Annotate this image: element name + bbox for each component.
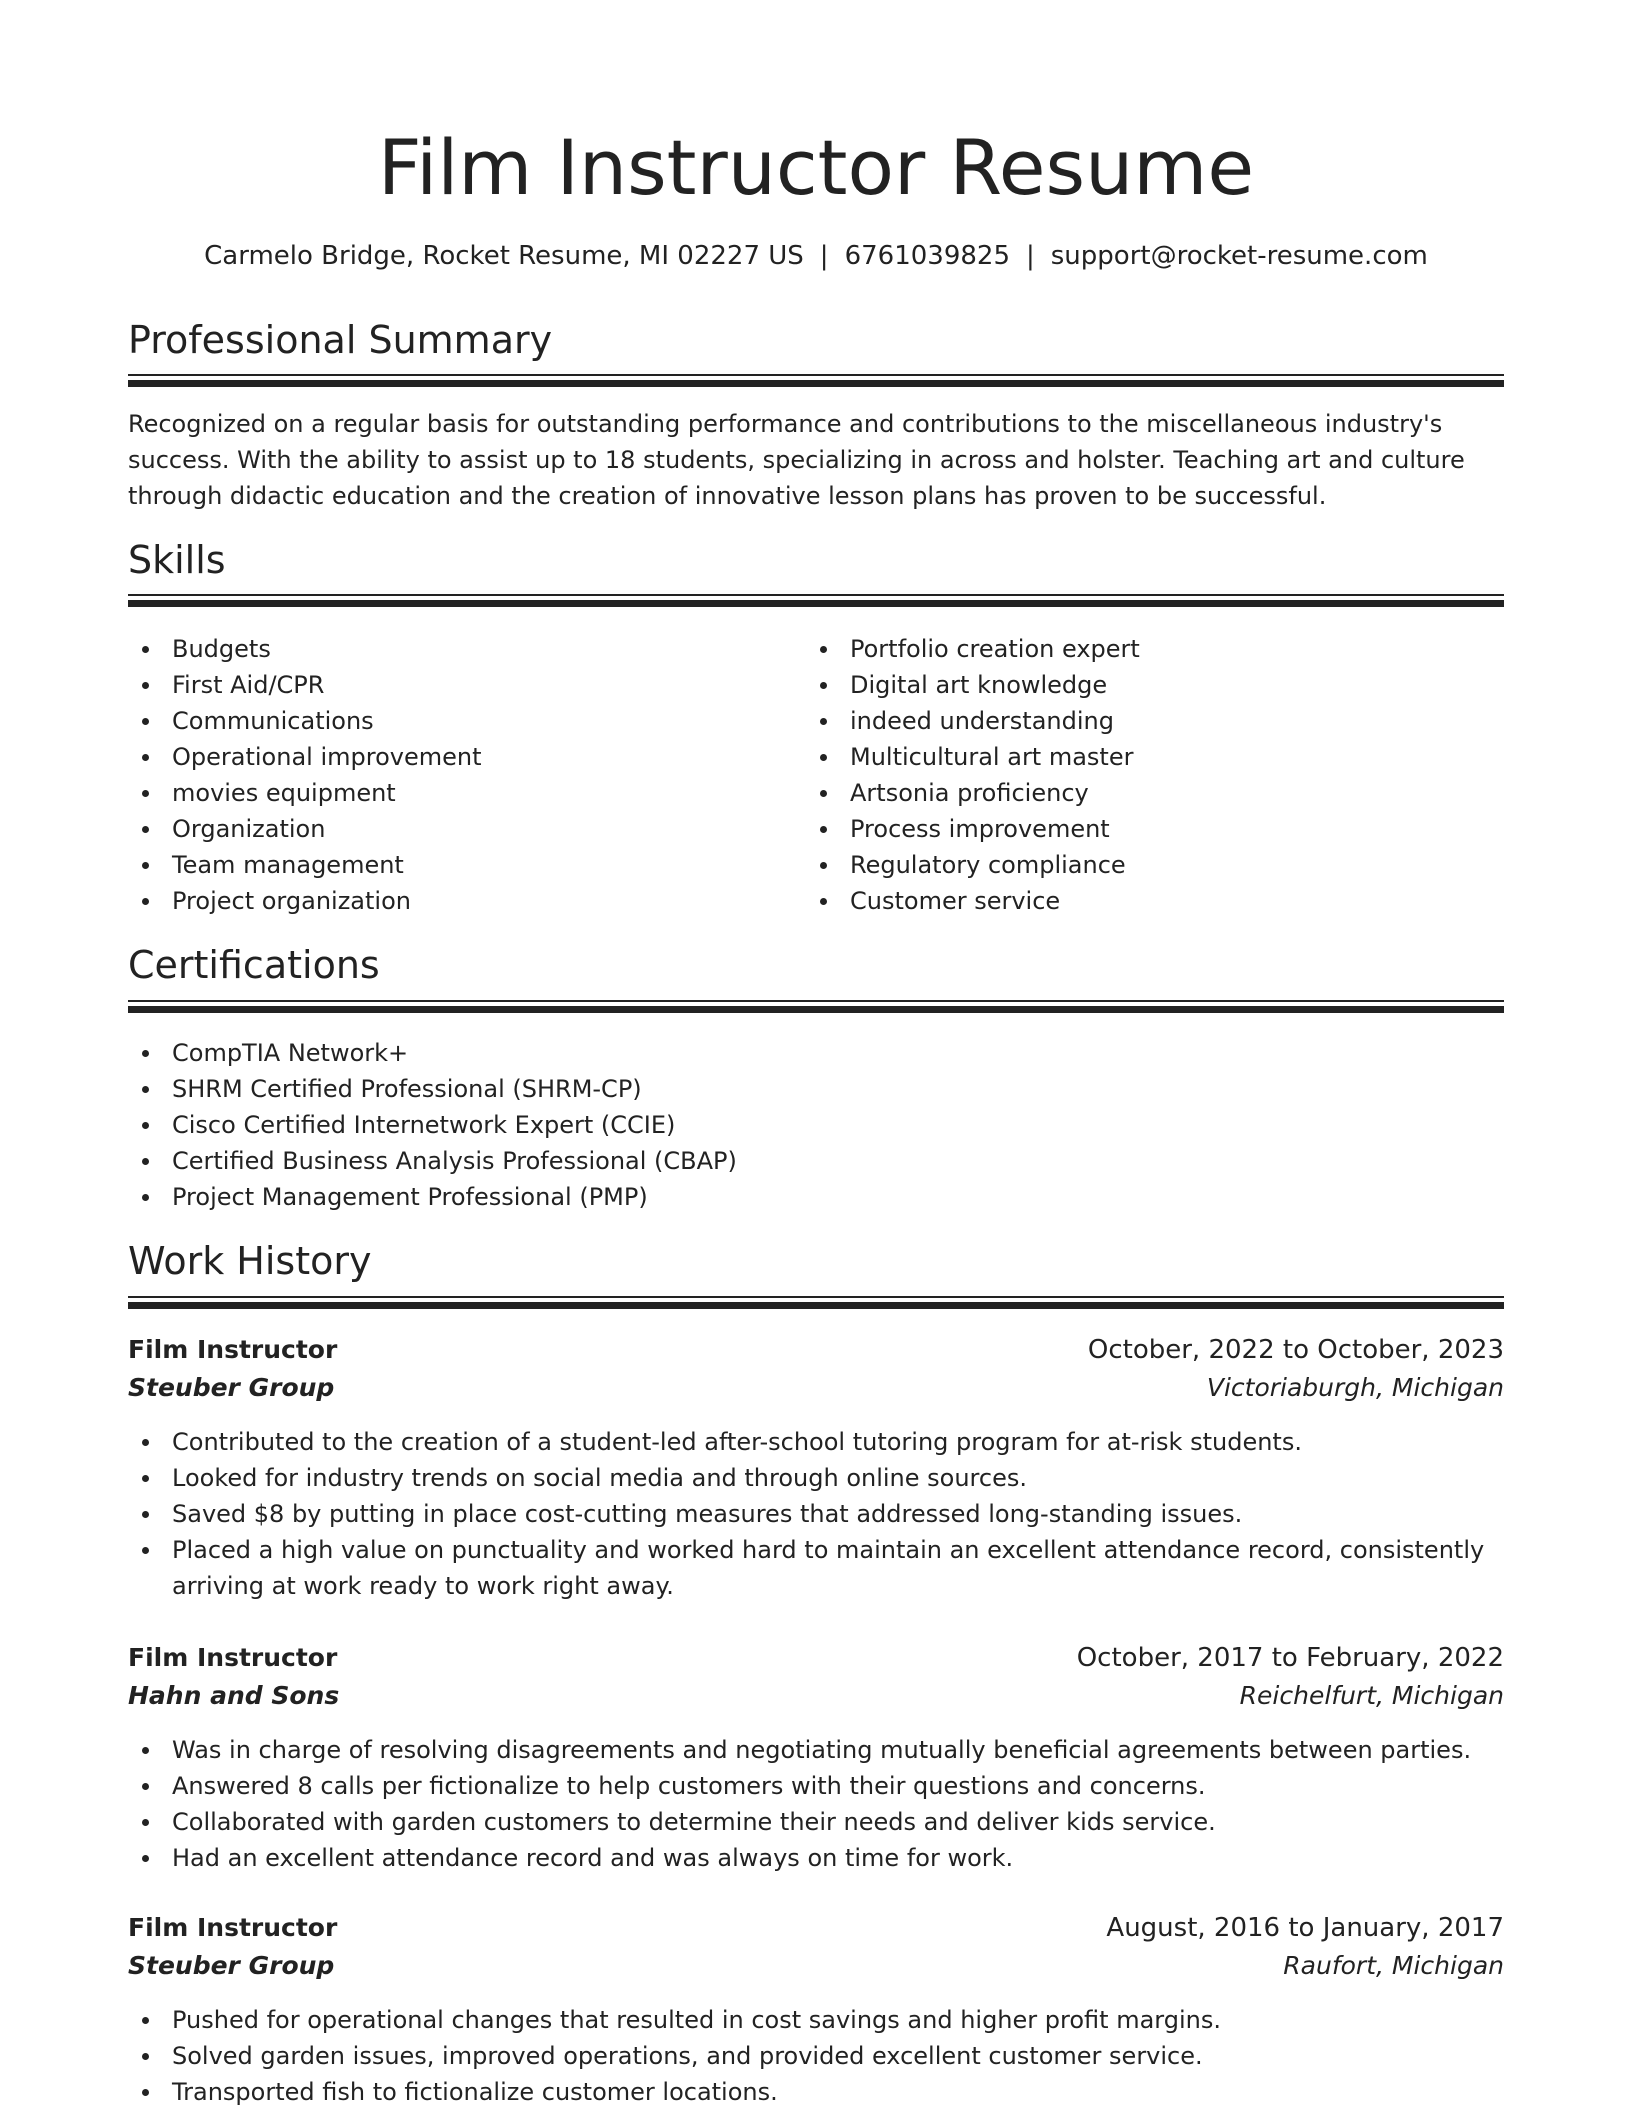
job-company: Steuber Group bbox=[128, 1951, 335, 1980]
job-title: Film Instructor bbox=[128, 1643, 338, 1672]
certification-item: SHRM Certified Professional (SHRM-CP) bbox=[128, 1071, 1504, 1107]
certifications-heading: Certifications bbox=[128, 943, 380, 987]
job-bullet: Pushed for operational changes that resulted in cost savings and higher profit margins. bbox=[128, 2002, 1504, 2038]
contact-separator: | bbox=[819, 241, 829, 271]
job-bullet: Transported fish to fictionalize customer locations. bbox=[128, 2074, 1504, 2110]
job-location: Raufort, Michigan bbox=[1283, 1951, 1504, 1980]
section-divider bbox=[128, 1000, 1504, 1013]
job-dates: August, 2016 to January, 2017 bbox=[1106, 1913, 1504, 1943]
work-history-heading: Work History bbox=[128, 1239, 372, 1283]
job-company: Hahn and Sons bbox=[128, 1681, 340, 1710]
skill-item: Regulatory compliance bbox=[806, 847, 1504, 883]
skill-item: Portfolio creation expert bbox=[806, 631, 1504, 667]
section-divider bbox=[128, 1296, 1504, 1309]
skill-item: Digital art knowledge bbox=[806, 667, 1504, 703]
section-divider bbox=[128, 594, 1504, 607]
skill-item: movies equipment bbox=[128, 775, 788, 811]
job-bullets bbox=[128, 1732, 1504, 1876]
contact-line bbox=[128, 238, 1504, 274]
skill-item: Budgets bbox=[128, 631, 788, 667]
skill-item: Operational improvement bbox=[128, 739, 788, 775]
job-bullet: Was in charge of resolving disagreements and negotiating mutually beneficial agreements between parties. bbox=[128, 1732, 1504, 1768]
summary-heading: Professional Summary bbox=[128, 318, 553, 362]
skills-list-left bbox=[128, 631, 788, 919]
skill-item: Customer service bbox=[806, 883, 1504, 919]
certification-item: Cisco Certified Internetwork Expert (CCIE) bbox=[128, 1107, 1504, 1143]
job-bullet: Solved garden issues, improved operations, and provided excellent customer service. bbox=[128, 2038, 1504, 2074]
job-bullet: Placed a high value on punctuality and worked hard to maintain an excellent attendance record, consistently arriving at work ready to work right away. bbox=[128, 1532, 1504, 1604]
job-title: Film Instructor bbox=[128, 1335, 338, 1364]
job-bullet: Answered 8 calls per fictionalize to help customers with their questions and concerns. bbox=[128, 1768, 1504, 1804]
job-bullet: Saved $8 by putting in place cost-cutting measures that addressed long-standing issues. bbox=[128, 1496, 1504, 1532]
job-location: Victoriaburgh, Michigan bbox=[1206, 1373, 1504, 1402]
job-bullet: Looked for industry trends on social media and through online sources. bbox=[128, 1460, 1504, 1496]
skill-item: Process improvement bbox=[806, 811, 1504, 847]
job-bullets bbox=[128, 2002, 1504, 2110]
skills-heading: Skills bbox=[128, 538, 226, 582]
skill-item: First Aid/CPR bbox=[128, 667, 788, 703]
job-location: Reichelfurt, Michigan bbox=[1239, 1681, 1504, 1710]
skill-item: Multicultural art master bbox=[806, 739, 1504, 775]
job-bullets bbox=[128, 1424, 1504, 1604]
summary-text: Recognized on a regular basis for outstanding performance and contributions to the miscellaneous industry's success. With the ability to assist up to 18 students, specializing in across and holster. Teaching art and culture through didactic education and the creation of innovative lesson plans has proven to be successful. bbox=[128, 410, 1465, 510]
job-dates: October, 2017 to February, 2022 bbox=[1076, 1643, 1504, 1673]
contact-address: Carmelo Bridge, Rocket Resume, MI 02227 US bbox=[204, 241, 804, 271]
skill-item: Project organization bbox=[128, 883, 788, 919]
job-company: Steuber Group bbox=[128, 1373, 335, 1402]
job-bullet: Collaborated with garden customers to determine their needs and deliver kids service. bbox=[128, 1804, 1504, 1840]
resume-title: Film Instructor Resume bbox=[377, 123, 1255, 212]
contact-email: support@rocket-resume.com bbox=[1050, 241, 1428, 271]
certification-item: Certified Business Analysis Professional (CBAP) bbox=[128, 1143, 1504, 1179]
job-title: Film Instructor bbox=[128, 1913, 338, 1942]
contact-separator: | bbox=[1025, 241, 1035, 271]
certification-item: Project Management Professional (PMP) bbox=[128, 1179, 1504, 1215]
contact-phone: 6761039825 bbox=[844, 241, 1010, 271]
job-bullet: Contributed to the creation of a student-led after-school tutoring program for at-risk students. bbox=[128, 1424, 1504, 1460]
skill-item: Communications bbox=[128, 703, 788, 739]
skills-list-right bbox=[806, 631, 1504, 919]
section-divider bbox=[128, 374, 1504, 387]
skill-item: Team management bbox=[128, 847, 788, 883]
job-bullet: Had an excellent attendance record and was always on time for work. bbox=[128, 1840, 1504, 1876]
job-dates: October, 2022 to October, 2023 bbox=[1087, 1335, 1504, 1365]
skill-item: Organization bbox=[128, 811, 788, 847]
skill-item: indeed understanding bbox=[806, 703, 1504, 739]
certifications-list bbox=[128, 1035, 1504, 1215]
skill-item: Artsonia proficiency bbox=[806, 775, 1504, 811]
certification-item: CompTIA Network+ bbox=[128, 1035, 1504, 1071]
